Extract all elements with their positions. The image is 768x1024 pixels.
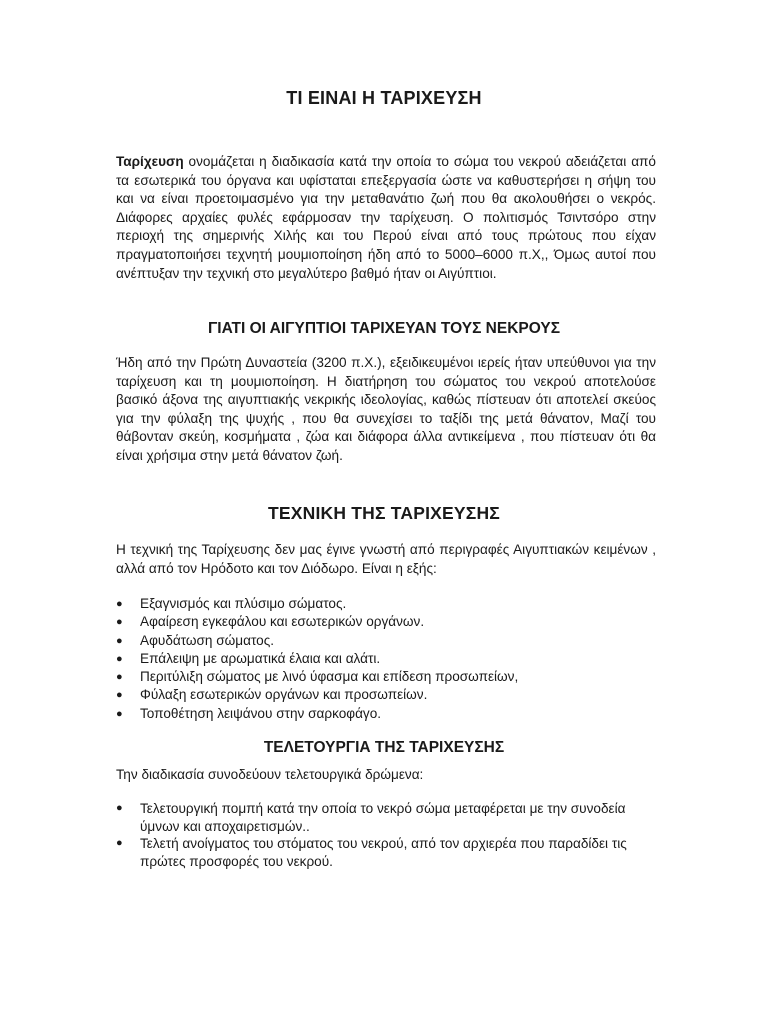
list-item: ● Τελετή ανοίγματος του στόματος του νεκρού, από τον αρχιερέα που παραδίδει τις πρώτες προσφορές του νεκρού. (116, 836, 627, 869)
list-item: ● Φύλαξη εσωτερικών οργάνων και προσωπείων. (116, 686, 656, 704)
list-item: ● Περιτύλιξη σώματος με λινό ύφασμα και επίδεση προσωπείων, (116, 668, 656, 686)
bullet-icon: ● (116, 707, 123, 720)
list-item: ● Εξαγνισμός και πλύσιμο σώματος. (116, 595, 656, 613)
ritual-list (116, 800, 656, 870)
intro-paragraph (116, 153, 656, 283)
bullet-icon: ● (116, 671, 123, 684)
list-item: ● Αφαίρεση εγκεφάλου και εσωτερικών οργάνων. (116, 613, 656, 631)
section-technique-paragraph: Η τεχνική της Ταρίχευσης δεν μας έγινε γνωστή από περιγραφές Αιγυπτιακών κειμένων , αλλά από τον Ηρόδοτο και τον Διόδωρο. Είναι η εξής: (116, 542, 656, 576)
section-why-paragraph: Ήδη από την Πρώτη Δυναστεία (3200 π.Χ.), εξειδικευμένοι ιερείς ήταν υπεύθυνοι για την ταρίχευση και τη μουμιοποίηση. Η διατήρηση του σώματος του νεκρού αποτελούσε βασικό άξονα της αιγυπτιακής νεκρικής ιδεολογίας, καθώς πίστευαν ότι αποτελεί σκεύος για την φύλαξη της ψυχής , που θα συνεχίσει το ταξίδι της μετά θάνατον, Μαζί του θάβονταν σκεύη, κοσμήματα , ζώα και διάφορα άλλα αντικείμενα , που πίστευαν ότι θα είναι χρήσιμα στην μετά θάνατον ζωή. (116, 355, 656, 463)
section-heading-why: ΓΙΑΤΙ ΟΙ ΑΙΓΥΠΤΙΟΙ ΤΑΡΙΧΕΥΑΝ ΤΟΥΣ ΝΕΚΡΟΥΣ (207, 320, 561, 337)
document-title: ΤΙ ΕΙΝΑΙ Η ΤΑΡΙΧΕΥΣΗ (286, 88, 482, 108)
bullet-icon: ● (116, 616, 123, 629)
list-item: ● Τοποθέτηση λειψάνου στην σαρκοφάγο. (116, 705, 656, 723)
bullet-icon: ● (116, 598, 123, 610)
list-item: ● Αφυδάτωση σώματος. (116, 632, 656, 650)
bullet-icon: ● (116, 802, 123, 814)
bullet-icon: ● (116, 689, 123, 702)
bullet-icon: ● (116, 634, 123, 647)
intro-text: ονομάζεται η διαδικασία κατά την οποία το σώμα του νεκρού αδειάζεται από τα εσωτερικά του όργανα και υφίσταται επεξεργασία ώστε να καθυστερήσει η σήψη του και να είναι προετοιμασμένο για την μεταθανάτιο ζωή που θα ακολουθήσει ο νεκρός. Διάφορες αρχαίες φυλές εφάρμοσαν την ταρίχευση. Ο πολιτισμός Τσιντσόρο στην περιοχή της σημερινής Χιλής και του Περού είναι από τους πρώτους που είχαν πραγματοποιήσει τεχνητή μουμιοποίηση ήδη από το 5000–6000 π.Χ,, Όμως αυτοί που ανέπτυξαν την τεχνική στο μεγαλύτερο βαθμό ήταν οι Αιγύπτιοι. (116, 154, 656, 281)
section-heading-technique: ΤΕΧΝΙΚΗ ΤΗΣ ΤΑΡΙΧΕΥΣΗΣ (268, 503, 500, 523)
intro-term: Ταρίχευση (116, 154, 184, 169)
bullet-icon: ● (116, 837, 123, 849)
section-ritual-paragraph: Την διαδικασία συνοδεύουν τελετουργικά δρώμενα: (116, 767, 424, 782)
list-item: ● Επάλειψη με αρωματικά έλαια και αλάτι. (116, 650, 656, 668)
list-item: ● Τελετουργική πομπή κατά την οποία το νεκρό σώμα μεταφέρεται με την συνοδεία ύμνων και αποχαιρετισμών.. (116, 801, 626, 834)
section-heading-ritual: ΤΕΛΕΤΟΥΡΓΙΑ ΤΗΣ ΤΑΡΙΧΕΥΣΗΣ (263, 739, 505, 756)
bullet-icon: ● (116, 652, 123, 665)
technique-steps-list (116, 595, 656, 723)
